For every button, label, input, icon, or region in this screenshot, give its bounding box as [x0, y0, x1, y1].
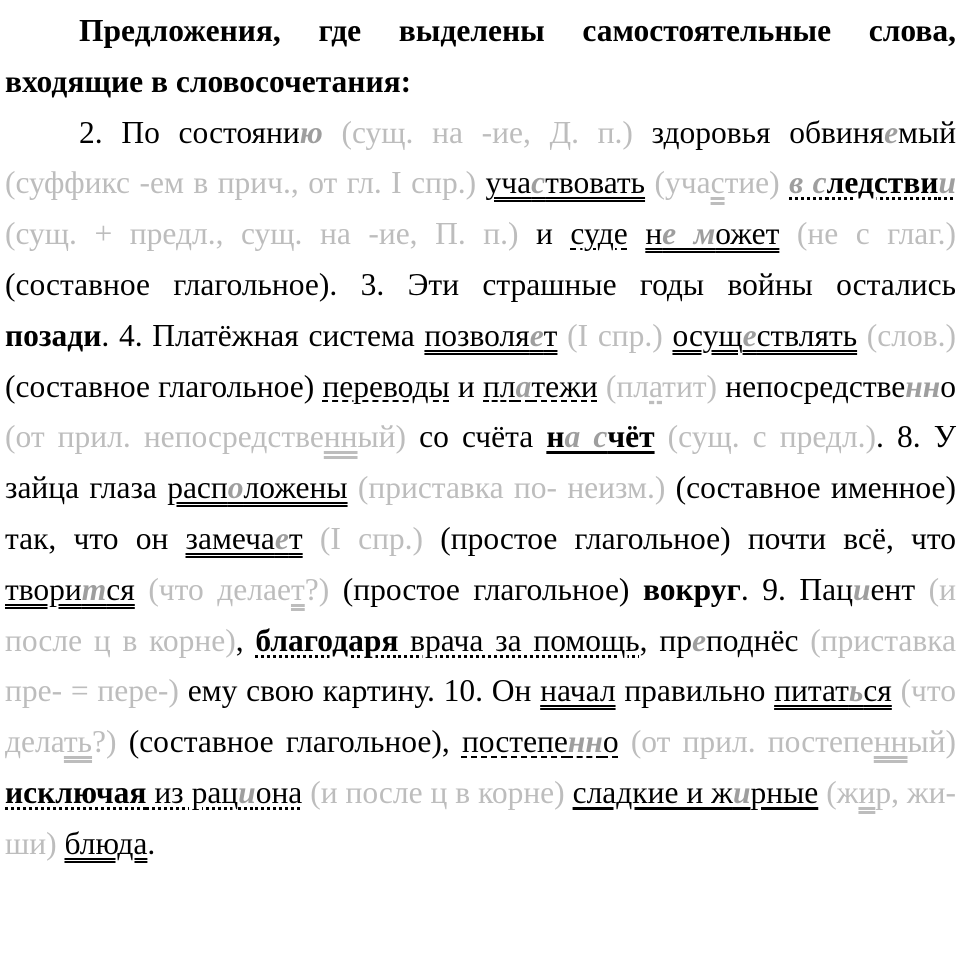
- text-run: ему свою картину. 10. Он: [187, 673, 541, 709]
- text-run: ся: [106, 571, 135, 607]
- text-run: нн: [905, 368, 941, 404]
- text-run: с: [531, 165, 546, 201]
- text-run: о: [227, 470, 244, 506]
- text-run: питат: [774, 673, 849, 709]
- annotation-text: (сущ. на -ие, Д. п.): [322, 114, 652, 150]
- text-run: она: [255, 774, 303, 810]
- annotation-text: (уча: [645, 165, 711, 201]
- annotation-text: (суффикс -ем в прич., от гл. I спр.): [5, 165, 486, 201]
- text-run: (составное глагольное),: [128, 724, 462, 760]
- text-run: твовать: [545, 165, 646, 201]
- annotation-text: (и после ц в корне): [5, 571, 956, 658]
- text-run: о: [602, 724, 619, 760]
- text-run: здоровья обвиня: [651, 114, 885, 150]
- text-run: позволя: [424, 317, 530, 353]
- annotation-text: тит): [662, 368, 726, 404]
- text-run: е: [274, 520, 289, 556]
- text-run: ложены: [243, 470, 348, 506]
- text-run: замеча: [185, 520, 275, 556]
- text-run: и: [732, 774, 751, 810]
- text-run: (простое глагольное) почти всё, что: [440, 520, 956, 556]
- text-run: нн: [567, 724, 603, 760]
- text-run: ь: [848, 673, 864, 709]
- annotation-text: (сущ. + предл., сущ. на -ие, П. п.): [5, 216, 537, 252]
- text-run: и: [238, 774, 256, 810]
- annotation-text: (слов.): [857, 317, 956, 353]
- text-run: тежи: [531, 368, 598, 404]
- text-run: . 9. Пац: [740, 571, 853, 607]
- text-run: мый: [898, 114, 957, 150]
- text-run: а с: [564, 419, 608, 455]
- annotation-text: (от прил. постепе: [618, 724, 874, 760]
- text-run: е м: [662, 216, 716, 252]
- annotation-text: ый): [907, 724, 956, 760]
- text-run: со счёта: [419, 419, 547, 455]
- text-run: сладкие и ж: [572, 774, 733, 810]
- annotation-text: нн: [323, 419, 358, 455]
- annotation-text: с: [710, 165, 725, 201]
- annotation-text: (от прил. непосредстве: [5, 419, 324, 455]
- annotation-text: (что дела: [5, 673, 957, 760]
- text-run: т: [543, 317, 558, 353]
- annotation-text: ?): [304, 571, 343, 607]
- text-run: исключая: [5, 774, 147, 810]
- annotation-text: р, жи-ши): [5, 774, 956, 861]
- text-run: е: [691, 622, 706, 658]
- text-run: вокруг: [642, 571, 741, 607]
- text-run: т: [81, 571, 107, 607]
- annotation-text: (что делае: [134, 571, 291, 607]
- text-run: чёт: [607, 419, 655, 455]
- text-run: е: [529, 317, 544, 353]
- text-run: а: [515, 368, 532, 404]
- text-run: , пр: [639, 622, 692, 658]
- annotation-text: (ж: [818, 774, 859, 810]
- text-run: поднёс: [705, 622, 811, 658]
- text-run: пл: [483, 368, 516, 404]
- text-run: н: [546, 419, 565, 455]
- text-run: суде: [570, 216, 628, 252]
- annotation-text: ?): [92, 724, 129, 760]
- text-run: твори: [5, 571, 82, 607]
- text-run: уча: [485, 165, 532, 201]
- text-run: ся: [863, 673, 892, 709]
- document-body: [5, 108, 956, 870]
- text-run: т: [288, 520, 303, 556]
- annotation-text: тие): [724, 165, 790, 201]
- text-run: (простое глагольное): [342, 571, 643, 607]
- text-run: из рац: [146, 774, 239, 810]
- text-run: (составное именное) так, что он: [5, 470, 956, 556]
- text-run: непосредстве: [725, 368, 906, 404]
- annotation-text: (приставка пре- = пере-): [5, 622, 957, 709]
- text-run: начал: [540, 673, 616, 709]
- annotation-text: (I спр.): [302, 520, 441, 556]
- text-run: 2. По состояни: [79, 114, 300, 150]
- text-run: ю: [299, 114, 323, 150]
- text-run: переводы: [322, 368, 450, 404]
- text-run: е: [742, 317, 757, 353]
- text-run: позади: [5, 317, 102, 353]
- text-run: в с: [789, 165, 827, 201]
- text-run: осущ: [672, 317, 743, 353]
- text-run: .: [147, 825, 156, 861]
- annotation-text: (сущ. с предл.): [654, 419, 877, 455]
- annotation-text: а: [649, 368, 663, 404]
- annotation-text: (и после ц в корне): [302, 774, 573, 810]
- annotation-text: (I спр.): [557, 317, 673, 353]
- text-run: ледстви: [826, 165, 939, 201]
- text-run: о: [940, 368, 956, 404]
- annotation-text: ть: [63, 724, 93, 760]
- annotation-text: и: [858, 774, 876, 810]
- annotation-text: нн: [873, 724, 908, 760]
- text-run: и: [852, 571, 871, 607]
- text-run: врача за помощь: [398, 622, 640, 658]
- text-run: расп: [167, 470, 228, 506]
- text-run: и: [536, 216, 571, 252]
- text-run: ,: [235, 622, 256, 658]
- text-run: рные: [750, 774, 819, 810]
- text-run: ент: [870, 571, 929, 607]
- document-heading: Предложения, где выделены самостоятельные слова, входящие в словосочетания:: [5, 13, 956, 99]
- text-run: блюда: [64, 825, 148, 861]
- text-run: е: [884, 114, 899, 150]
- annotation-text: (пл: [597, 368, 649, 404]
- text-run: постепе: [461, 724, 568, 760]
- annotation-text: т: [290, 571, 305, 607]
- text-run: правильно: [615, 673, 775, 709]
- annotation-text: (не с глаг.): [779, 216, 957, 252]
- annotation-text: (приставка по- неизм.): [347, 470, 676, 506]
- text-run: . 8. У зайца глаза: [5, 419, 957, 506]
- text-run: (составное глагольное): [5, 368, 323, 404]
- text-run: (составное глагольное). 3. Эти страшные годы войны остались: [5, 266, 956, 302]
- text-run: благодаря: [255, 622, 399, 658]
- text-run: и: [938, 165, 956, 201]
- annotation-text: ый): [357, 419, 420, 455]
- text-run: и: [449, 368, 483, 404]
- text-run: ствлять: [756, 317, 858, 353]
- text-run: ожет: [715, 216, 780, 252]
- text-run: [628, 216, 646, 251]
- text-run: н: [645, 216, 663, 252]
- text-run: . 4. Платёжная система: [101, 317, 425, 353]
